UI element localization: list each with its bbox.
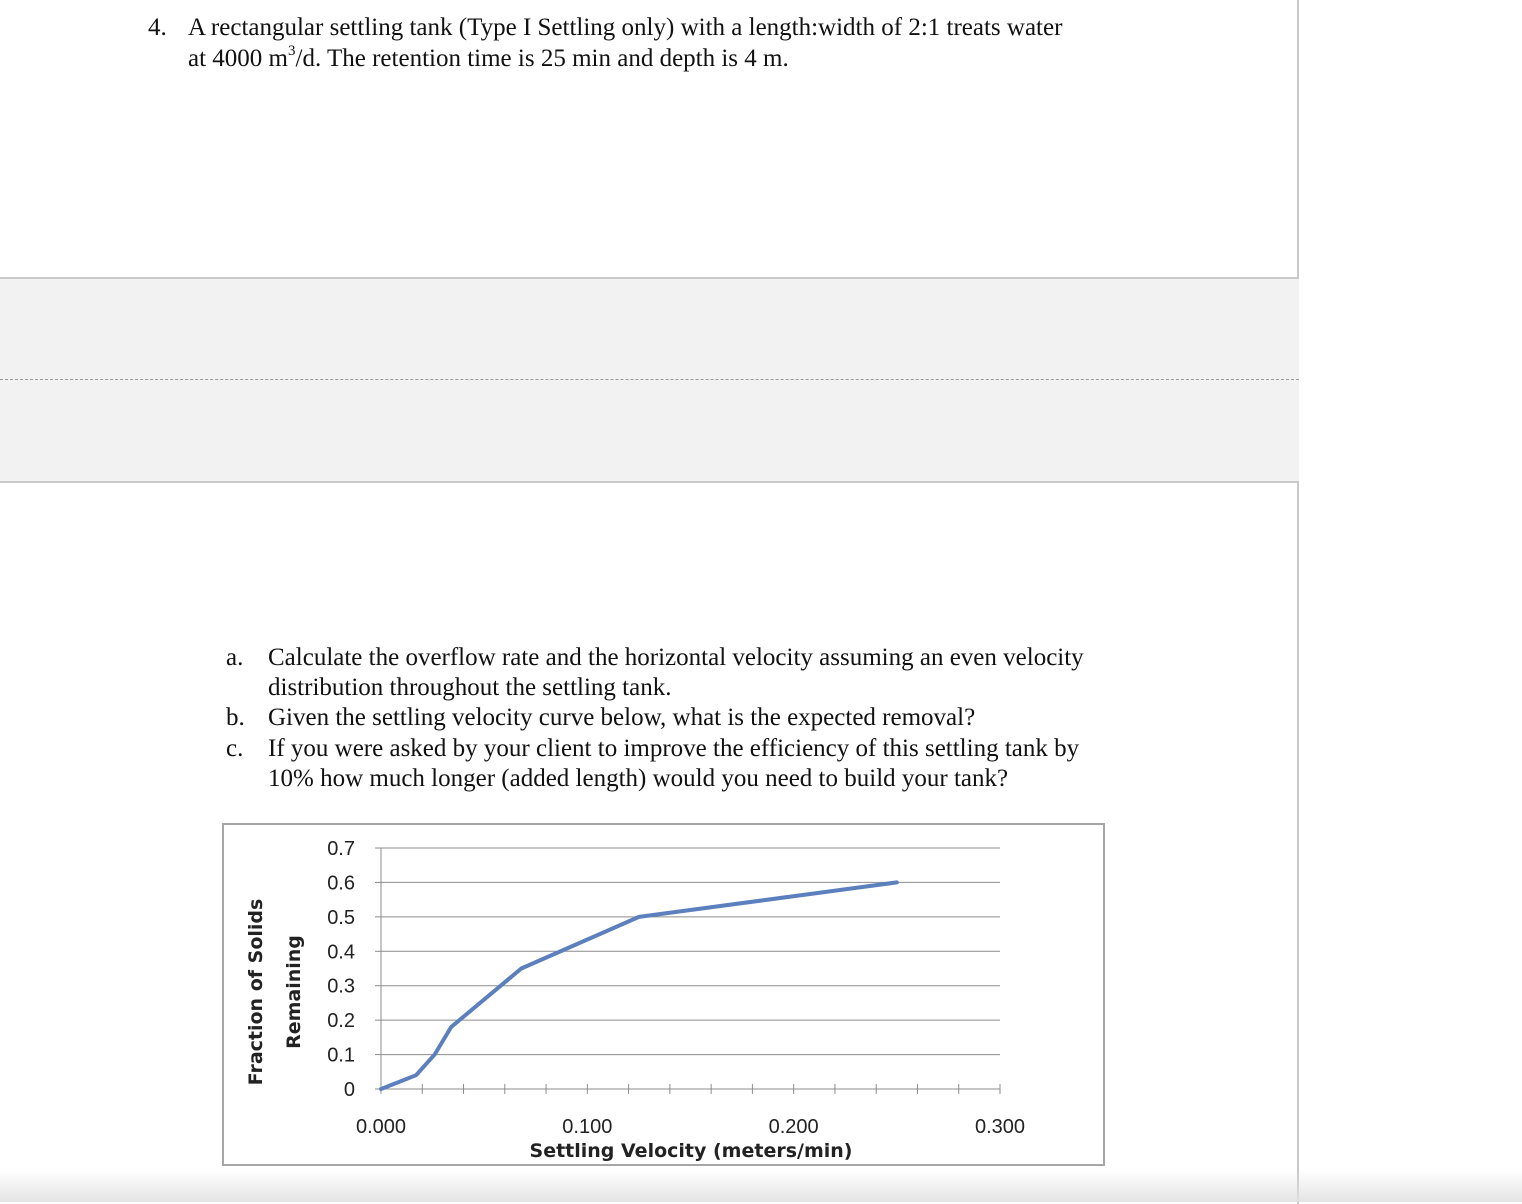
- question-text-superscript: 3: [288, 43, 296, 59]
- y-tick-label: 0: [343, 1079, 355, 1101]
- question-text-flow: at 4000 m: [188, 45, 288, 72]
- part-a-label: a.: [226, 644, 244, 671]
- y-tick-label: 0.3: [327, 975, 355, 998]
- axis-layer: [375, 848, 1000, 1094]
- y-tick-label: 0.4: [327, 941, 355, 964]
- page-gap: [0, 279, 1299, 481]
- part-b-label: b.: [226, 704, 245, 731]
- question-number: 4.: [148, 14, 167, 41]
- y-tick-label: 0.6: [327, 872, 355, 895]
- grid-layer: [381, 848, 1000, 1055]
- label-layer: [327, 838, 1025, 1138]
- x-tick-label: 0.000: [355, 1116, 407, 1138]
- y-tick-label: 0.2: [327, 1010, 355, 1033]
- page-break-divider: [0, 379, 1299, 380]
- x-tick-label: 0.300: [974, 1116, 1026, 1138]
- part-a-line-2: distribution throughout the settling tank.: [268, 674, 672, 701]
- y-tick-label: 0.7: [327, 838, 355, 860]
- question-text-rest: /d. The retention time is 25 min and depth is 4 m.: [295, 45, 789, 72]
- x-tick-label: 0.200: [768, 1116, 819, 1138]
- part-a-line-1: Calculate the overflow rate and the horizontal velocity assuming an even velocity: [268, 644, 1084, 671]
- part-c-label: c.: [226, 735, 244, 762]
- x-axis-title: Settling Velocity (meters/min): [529, 1140, 853, 1162]
- part-c-line-2: 10% how much longer (added length) would you need to build your tank?: [268, 765, 1009, 792]
- y-tick-label: 0.5: [327, 906, 355, 929]
- settling-velocity-chart: [222, 823, 1105, 1166]
- part-c-line-1: If you were asked by your client to improve the efficiency of this settling tank by: [268, 735, 1080, 762]
- y-axis-title-line-1: Fraction of Solids: [245, 898, 267, 1086]
- question-text-line-1: A rectangular settling tank (Type I Settling only) with a length:width of 2:1 treats water: [188, 14, 1063, 41]
- x-tick-label: 0.100: [562, 1116, 613, 1138]
- y-tick-label: 0.1: [327, 1044, 355, 1067]
- question-text-line-2: [188, 45, 789, 73]
- viewport-bottom-shadow: [0, 1170, 1522, 1202]
- y-axis-title-line-2: Remaining: [283, 935, 305, 1049]
- part-b-line-1: Given the settling velocity curve below, what is the expected removal?: [268, 704, 976, 731]
